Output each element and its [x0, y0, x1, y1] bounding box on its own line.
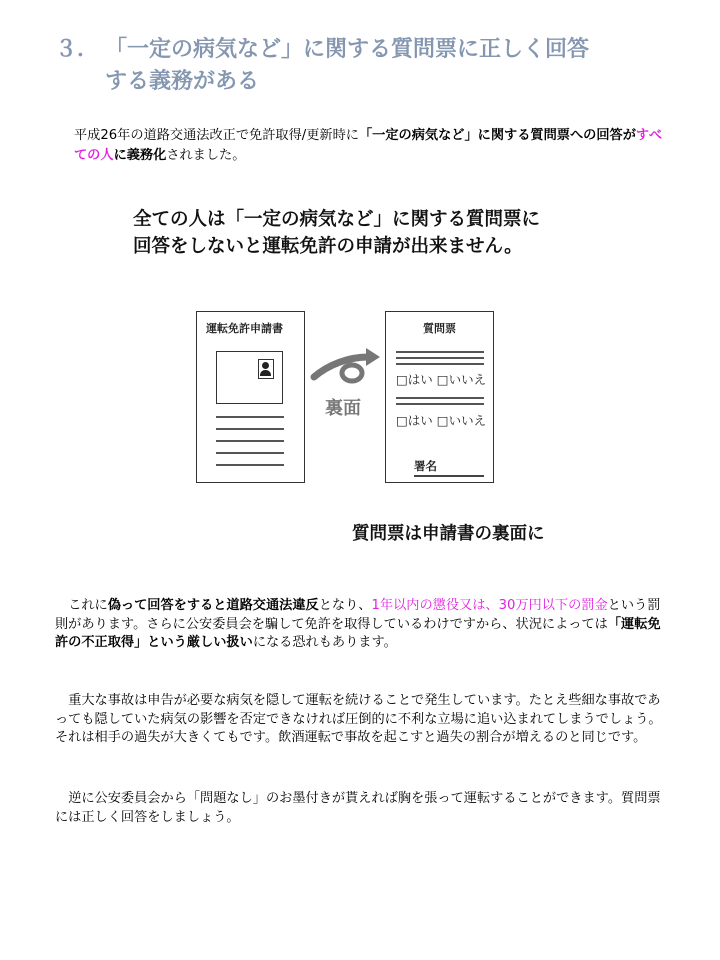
signature-label: 署名	[414, 459, 437, 473]
para1-bold-fraud: 「運転免許の不正取得」という厳しい扱い	[55, 616, 661, 651]
back-side-label: 裏面	[325, 398, 361, 419]
figure-note: 質問票は申請書の裏面に	[352, 524, 545, 544]
form-line	[396, 357, 484, 359]
intro-text-2: 「一定の病気など」に関する質問票への回答が	[358, 128, 636, 143]
para1-bold-violation: 偽って回答をすると道路交通法違反	[107, 598, 319, 613]
signature-line	[414, 475, 484, 477]
photo-area	[216, 351, 283, 404]
questionnaire-form	[385, 311, 494, 483]
form-line	[216, 452, 284, 454]
figure-caption-line2: 回答をしないと運転免許の申請が出来ません。	[133, 236, 523, 257]
para1-highlight-penalty: 1年以内の懲役又は、30万円以下の罰金	[371, 598, 608, 613]
form-line	[216, 428, 284, 430]
form-line	[216, 440, 284, 442]
intro-paragraph	[74, 126, 674, 166]
form-line	[396, 403, 484, 405]
para1-text-1: これに	[68, 598, 108, 613]
para1-text-7: になる恐れもあります。	[252, 635, 397, 651]
conclusion-paragraph: 逆に公安委員会から「問題なし」のお墨付きが貰えれば胸を張って運転することができます。質問票には正しく回答をしましょう。	[55, 791, 661, 825]
para1-text-3: となり、	[318, 598, 372, 613]
yes-no-checkboxes-2: □はい □いいえ	[396, 413, 487, 428]
portrait-icon	[258, 359, 274, 379]
flip-arrow-icon	[308, 345, 388, 390]
form-line	[396, 363, 484, 365]
section-title-line1: 「一定の病気など」に関する質問票に正しく回答	[105, 37, 590, 62]
intro-text-5: されました。	[166, 148, 246, 163]
form-line	[216, 416, 284, 418]
application-form-title: 運転免許申請書	[206, 322, 283, 335]
form-line	[396, 351, 484, 353]
questionnaire-title: 質問票	[423, 322, 456, 335]
section-heading	[55, 34, 685, 98]
accident-paragraph: 重大な事故は申告が必要な病気を隠して運転を続けることで発生しています。たとえ些細な事故であっても隠していた病気の影響を否定できなければ圧倒的に不利な立場に追い込まれてしまうでしょう。それは相手の過失が大きくてもです。飲酒運転で事故を起こすと過失の割合が増えるのと同じです。	[55, 693, 662, 746]
penalty-paragraph	[55, 597, 667, 653]
para1-text-5: という罰則があります。さらに公安委員会を騙して免許を取得しているわけですから、状況によっては	[55, 598, 661, 632]
license-application-form	[196, 311, 305, 483]
yes-no-checkboxes-1: □はい □いいえ	[396, 372, 487, 387]
section-number: ３．	[55, 37, 100, 62]
form-line	[396, 397, 484, 399]
form-line	[216, 464, 284, 466]
figure-caption	[133, 206, 613, 260]
intro-text-1: 平成26年の道路交通法改正で免許取得/更新時に	[74, 128, 359, 143]
intro-highlight-everyone: すべての人	[74, 128, 663, 163]
intro-text-4: に義務化	[113, 148, 167, 163]
figure-caption-line1: 全ての人は「一定の病気など」に関する質問票に	[133, 209, 541, 230]
section-title-line2: する義務がある	[105, 69, 260, 94]
